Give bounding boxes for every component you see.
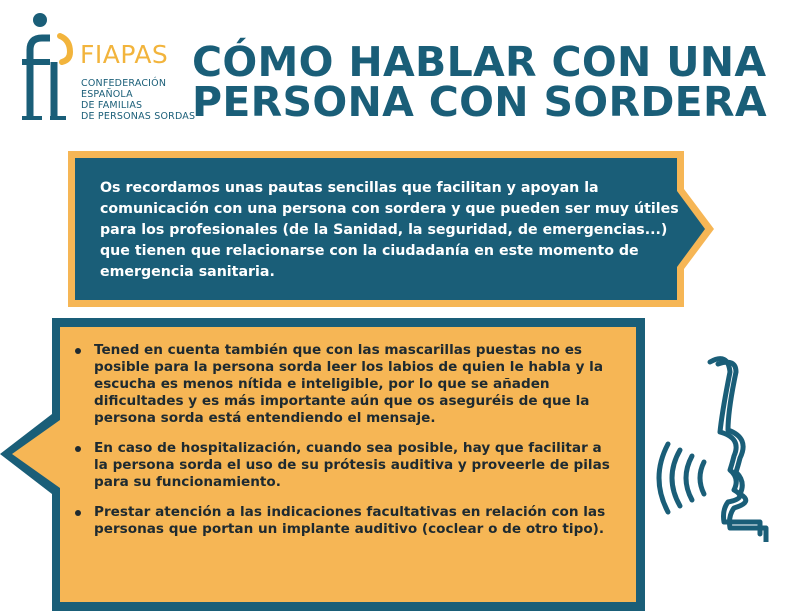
page-title-line: PERSONA CON SORDERA	[192, 78, 767, 126]
fiapas-logo-mark-icon	[20, 10, 78, 125]
list-item: Tened en cuenta también que con las mascarillas puestas no es posible para la persona sorda leer los labios de quien le habla y la escucha es menos nítida e inteligible, por lo que se añaden dificultades y es más importante aún que os aseguréis de que la persona sorda está entendiendo el mensaje.	[70, 342, 615, 427]
page-title-line: CÓMO HABLAR CON UNA	[192, 38, 767, 86]
tips-callout	[0, 318, 650, 611]
logo-subtitle-line: DE FAMILIAS	[81, 100, 143, 111]
intro-text: Os recordamos unas pautas sencillas que facilitan y apoyan la comunicación con una persona con sordera y que pueden ser muy útiles para los profesionales (de la Sanidad, la seguridad, de emergencias...) que tienen que relacionarse con la ciudadanía en este momento de emergencia sanitaria.	[100, 180, 679, 280]
fiapas-logo	[20, 10, 196, 125]
logo-subtitle-line: CONFEDERACIÓN	[81, 78, 167, 89]
logo-name: FIAPAS	[80, 40, 169, 69]
logo-subtitle-line: DE PERSONAS SORDAS	[81, 111, 196, 122]
intro-callout	[68, 151, 718, 307]
list-item: En caso de hospitalización, cuando sea posible, hay que facilitar a la persona sorda el uso de su prótesis auditiva y proveerle de pilas para su funcionamiento.	[70, 440, 615, 491]
list-item: Prestar atención a las indicaciones facultativas en relación con las personas que portan un implante auditivo (coclear o de otro tipo).	[70, 504, 615, 538]
page-title	[192, 38, 792, 126]
speaking-head-icon	[650, 352, 780, 542]
logo-subtitle-line: ESPAÑOLA	[81, 89, 133, 100]
tips-list	[70, 342, 615, 551]
